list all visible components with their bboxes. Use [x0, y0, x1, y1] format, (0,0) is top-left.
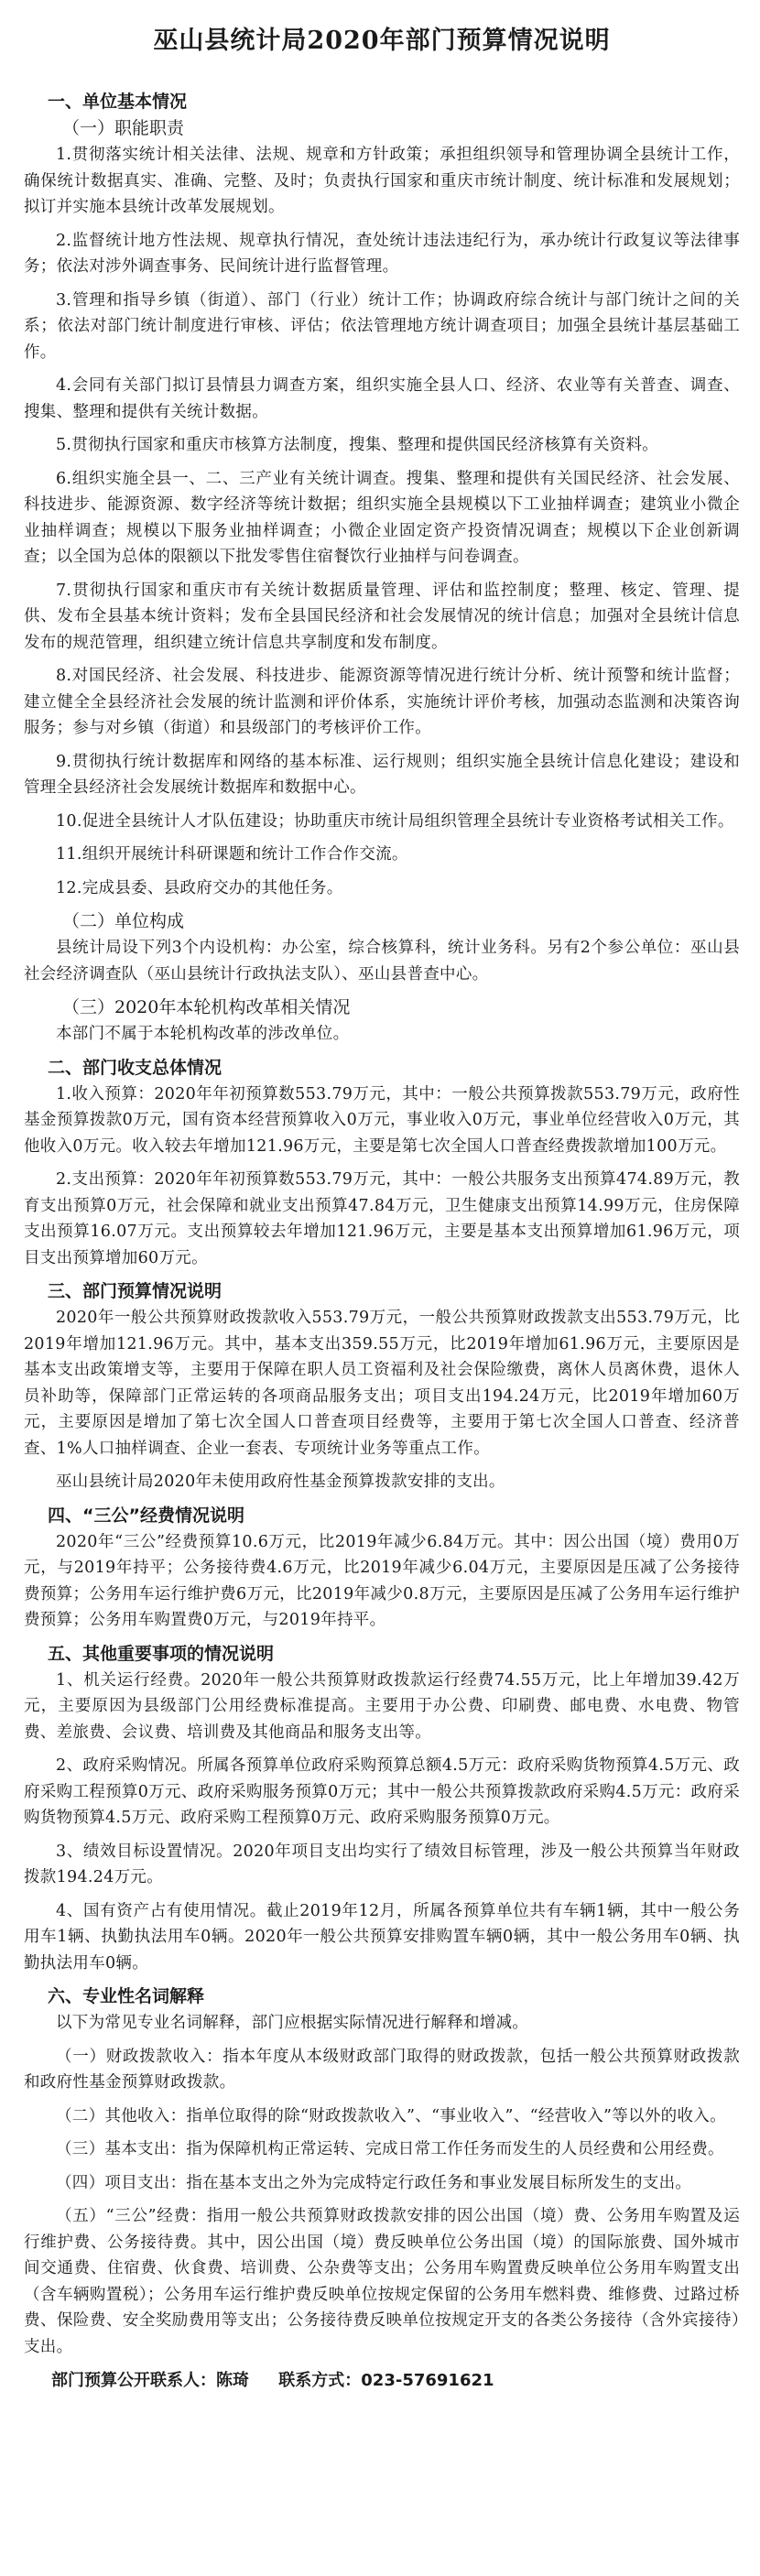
duty-item: 5.贯彻执行国家和重庆市核算方法制度，搜集、整理和提供国民经济核算有关资料。: [56, 436, 659, 454]
section-4-heading: 四、“三公”经费情况说明: [48, 1505, 244, 1526]
performance-text: 3、绩效目标设置情况。2020年项目支出均实行了绩效目标管理，涉及一般公共预算当年财政拨款194.24万元。: [24, 1842, 740, 1886]
glossary-term: （三）基本支出：指为保障机构正常运转、完成日常工作任务而发生的人员经费和公用经费。: [56, 2140, 724, 2158]
glossary-intro: 以下为常见专业名词解释，部门应根据实际情况进行解释和增减。: [56, 2014, 529, 2032]
duty-item: 2.监督统计地方性法规、规章执行情况，查处统计违法违纪行为，承办统计行政复议等法律事务；依法对涉外调查事务、民间统计进行监督管理。: [24, 231, 740, 276]
duty-item: 12.完成县委、县政府交办的其他任务。: [56, 878, 343, 897]
section-2-heading: 二、部门收支总体情况: [48, 1057, 223, 1078]
section-5-heading: 五、其他重要事项的情况说明: [48, 1643, 275, 1664]
duty-item: 7.贯彻执行国家和重庆市有关统计数据质量管理、评估和监控制度；整理、核定、管理、提供、发布全县基本统计资料；发布全县国民经济和社会发展情况的统计信息；加强对全县统计信息发布的规范管理，组织建立统计信息共享制度和发布制度。: [24, 581, 740, 652]
glossary-term: （一）财政拨款收入：指本年度从本级财政部门取得的财政拨款，包括一般公共预算财政拨款和政府性基金预算财政拨款。: [24, 2047, 740, 2092]
duty-item: 1.贯彻落实统计相关法律、法规、规章和方针政策；承担组织领导和管理协调全县统计工作，确保统计数据真实、准确、完整、及时；负责执行国家和重庆市统计制度、统计标准和发展规划；拟订并实施本县统计改革发展规划。: [24, 146, 740, 216]
duty-item: 4.会同有关部门拟订县情县力调查方案，组织实施全县人口、经济、农业等有关普查、调查、搜集、整理和提供有关统计数据。: [24, 376, 740, 421]
duty-item: 11.组织开展统计科研课题和统计工作合作交流。: [56, 845, 408, 864]
reform-text: 本部门不属于本轮机构改革的涉改单位。: [56, 1025, 350, 1043]
three-public-text: 2020年“三公”经费预算10.6万元，比2019年减少6.84万元。其中：因公出国（境）费用0万元，与2019年持平；公务接待费4.6万元，比2019年减少6.04万元，主要原因是压减了公务接待费预算；公务用车运行维护费6万元，比2019年减少0.8万元，主要原因是压减了公务用车运行维护费预算；公务用车购置费0万元，与2019年持平。: [24, 1532, 740, 1629]
assets-text: 4、国有资产占有使用情况。截止2019年12月，所属各预算单位共有车辆1辆，其中一般公务用车1辆、执勤执法用车0辆。2020年一般公共预算安排购置车辆0辆，其中一般公务用车0辆、执勤执法用车0辆。: [24, 1901, 740, 1973]
procurement-text: 2、政府采购情况。所属各预算单位政府采购预算总额4.5万元：政府采购货物预算4.5万元、政府采购工程预算0万元、政府采购服务预算0万元；其中一般公共预算拨款政府采购4.5万元：政府采购货物预算4.5万元、政府采购工程预算0万元、政府采购服务预算0万元。: [24, 1756, 740, 1827]
contact-footer: [24, 2367, 740, 2395]
contact-person: 部门预算公开联系人：陈琦: [51, 2371, 249, 2390]
income-budget-text: 1.收入预算：2020年年初预算数553.79万元，其中：一般公共预算拨款553.79万元，政府性基金预算拨款0万元，国有资本经营预算收入0万元，事业收入0万元，事业单位经营收入0万元，其他收入0万元。收入较去年增加121.96万元，主要是第七次全国人口普查经费拨款增加100万元。: [24, 1084, 740, 1156]
contact-phone: 联系方式：023-57691621: [278, 2371, 494, 2390]
section-1-heading: 一、单位基本情况: [48, 92, 188, 112]
section-6-heading: 六、专业性名词解释: [48, 1986, 205, 2006]
duty-item: 9.贯彻执行统计数据库和网络的基本标准、运行规则；组织实施全县统计信息化建设；建设和管理全县经济社会发展统计数据库和数据中心。: [24, 752, 740, 797]
glossary-term: （四）项目支出：指在基本支出之外为完成特定行政任务和事业发展目标所发生的支出。: [56, 2173, 692, 2192]
glossary-term: （五）“三公”经费：指用一般公共预算财政拨款安排的因公出国（境）费、公务用车购置及运行维护费、公务接待费。其中，因公出国（境）费反映单位公务出国（境）的国际旅费、国外城市间交通费、住宿费、伙食费、培训费、公杂费等支出；公务用车购置费反映单位公务用车购置支出（含车辆购置税）；公务用车运行维护费反映单位按规定保留的公务用车燃料费、维修费、过路过桥费、保险费、安全奖励费用等支出；公务接待费反映单位按规定开支的各类公务接待（含外宾接待）支出。: [24, 2207, 740, 2356]
duty-item: 3.管理和指导乡镇（街道）、部门（行业）统计工作；协调政府综合统计与部门统计之间的关系；依法对部门统计制度进行审核、评估；依法管理地方统计调查项目；加强全县统计基层基础工作。: [24, 290, 740, 362]
budget-detail-text: 2020年一般公共预算财政拨款收入553.79万元，一般公共预算财政拨款支出553.79万元，比2019年增加121.96万元。其中，基本支出359.55万元，比2019年增加61.96万元，主要原因是基本支出政策增支等，主要用于保障在职人员工资福利及社会保险缴费，离休人员离休费，退休人员补助等，保障部门正常运转的各项商品服务支出；项目支出194.24万元，比2019年增加60万元，主要原因是增加了第七次全国人口普查项目经费等，主要用于第七次全国人口普查、经济普查、1%人口抽样调查、企业一套表、专项统计业务等重点工作。: [24, 1309, 740, 1458]
duties-list: [24, 142, 740, 901]
section-1-sub-3: （三）2020年本轮机构改革相关情况: [62, 997, 351, 1017]
expense-budget-text: 2.支出预算：2020年年初预算数553.79万元，其中：一般公共服务支出预算474.89万元，教育支出预算0万元，社会保障和就业支出预算47.84万元，卫生健康支出预算14.99万元，住房保障支出预算16.07万元。支出预算较去年增加121.96万元，主要是基本支出预算增加61.96万元，项目支出预算增加60万元。: [24, 1170, 740, 1267]
glossary-term: （二）其他收入：指单位取得的除“财政拨款收入”、“事业收入”、“经营收入”等以外的收入。: [56, 2106, 726, 2125]
duty-item: 6.组织实施全县一、二、三产业有关统计调查。搜集、整理和提供有关国民经济、社会发展、科技进步、能源资源、数字经济等统计数据；组织实施全县规模以下工业抽样调查；建筑业小微企业抽样调查；规模以下服务业抽样调查；小微企业固定资产投资情况调查；规模以下企业创新调查；以全国为总体的限额以下批发零售住宿餐饮行业抽样与问卷调查。: [24, 469, 740, 566]
duty-item: 8.对国民经济、社会发展、科技进步、能源资源等情况进行统计分析、统计预警和统计监督；建立健全全县经济社会发展的统计监测和评价体系，实施统计评价考核，加强动态监测和决策咨询服务；参与对乡镇（街道）和县级部门的考核评价工作。: [24, 667, 740, 737]
fund-note-text: 巫山县统计局2020年未使用政府性基金预算拨款安排的支出。: [56, 1473, 505, 1491]
composition-text: 县统计局设下列3个内设机构：办公室，综合核算科，统计业务科。另有2个参公单位：巫山县社会经济调查队（巫山县统计行政执法支队）、巫山县普查中心。: [24, 939, 740, 984]
duty-item: 10.促进全县统计人才队伍建设；协助重庆市统计局组织管理全县统计专业资格考试相关工作。: [56, 811, 734, 831]
section-1-sub-2: （二）单位构成: [62, 911, 185, 931]
section-3-heading: 三、部门预算情况说明: [48, 1281, 223, 1301]
operating-cost-text: 1、机关运行经费。2020年一般公共预算财政拨款运行经费74.55万元，比上年增加39.42万元，主要原因为县级部门公用经费标准提高。主要用于办公费、印刷费、邮电费、水电费、物管费、差旅费、会议费、培训费及其他商品和服务支出等。: [24, 1670, 740, 1742]
section-1-sub-1: （一）职能职责: [62, 118, 185, 138]
document-title: 巫山县统计局2020年部门预算情况说明: [153, 27, 611, 55]
